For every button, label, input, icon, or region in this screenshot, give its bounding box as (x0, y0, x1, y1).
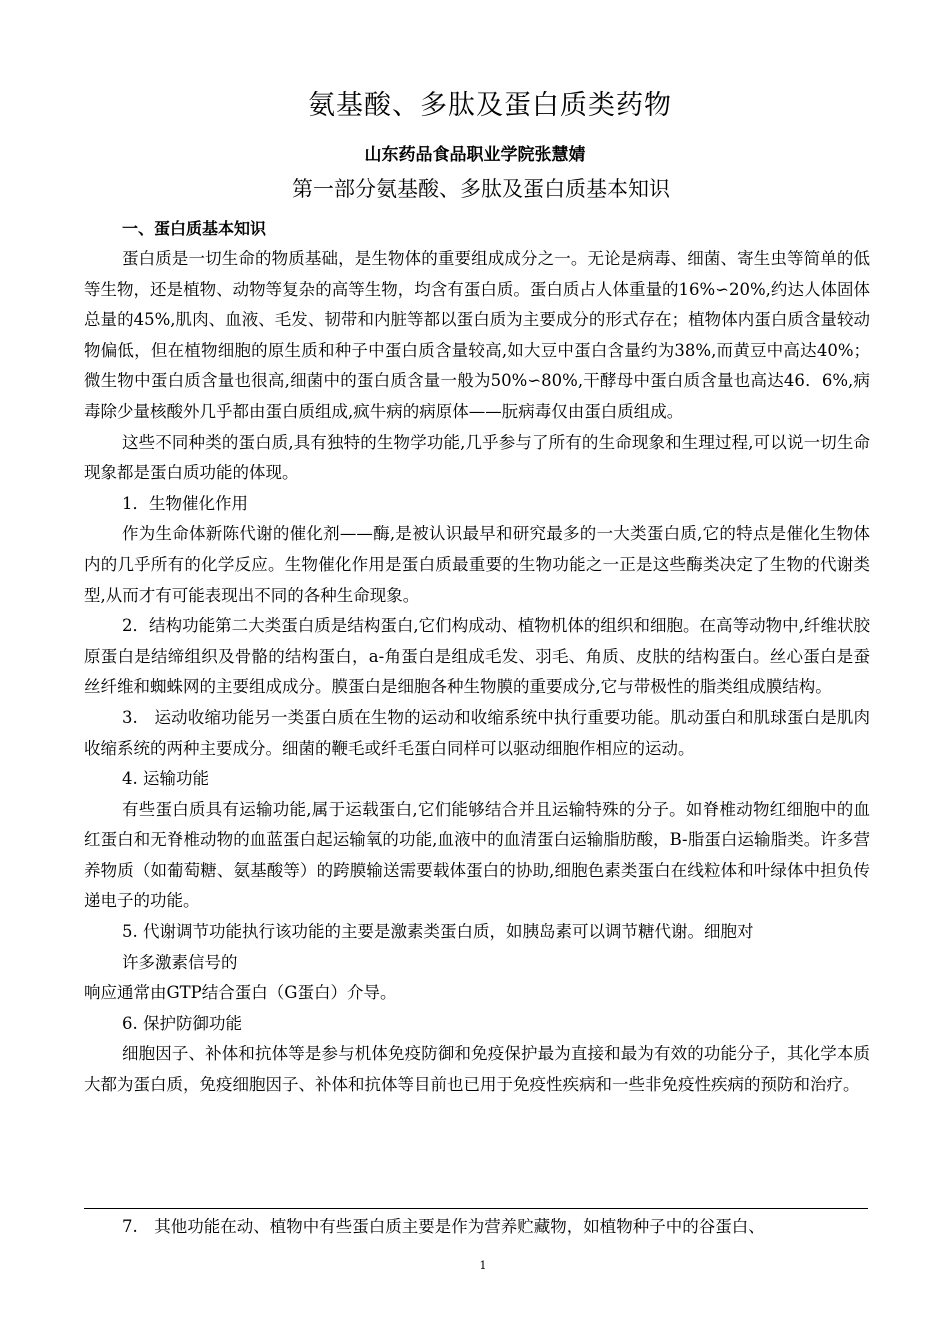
paragraph: 5. 代谢调节功能执行该功能的主要是激素类蛋白质，如胰岛素可以调节糖代谢。细胞对 (122, 922, 754, 942)
paragraph: 2．结构功能第二大类蛋白质是结构蛋白,它们构成动、植物机体的组织和细胞。在高等动物中,纤维状胶原蛋白是结缔组织及骨骼的结构蛋白，a-角蛋白是组成毛发、羽毛、角质、皮肤的结构蛋白。丝心蛋白是蚕丝纤维和蜘蛛网的主要组成成分。膜蛋白是细胞各种生物膜的重要成分,它与带极性的脂类组成膜结构。 (84, 616, 870, 697)
paragraph-continuation: 响应通常由GTP结合蛋白（G蛋白）介导。 (84, 983, 397, 1003)
paragraph-continuation: 许多激素信号的 (122, 952, 238, 972)
paragraph: 有些蛋白质具有运输功能,属于运载蛋白,它们能够结合并且运输特殊的分子。如脊椎动物红细胞中的血红蛋白和无脊椎动物的血蓝蛋白起运输氧的功能,血液中的血清蛋白运输脂肪酸，B-脂蛋白运输脂类。许多营养物质（如葡萄糖、氨基酸等）的跨膜输送需要载体蛋白的协助,细胞色素类蛋白在线粒体和叶绿体中担负传递电子的功能。 (84, 799, 870, 911)
section-heading: 一、蛋白质基本知识 (122, 219, 267, 238)
paragraph: 作为生命体新陈代谢的催化剂——酶,是被认识最早和研究最多的一大类蛋白质,它的特点是催化生物体内的几乎所有的化学反应。生物催化作用是蛋白质最重要的生物功能之一正是这些酶类决定了生物的代谢类型,从而才有可能表现出不同的各种生命现象。 (84, 524, 870, 605)
subheading: 6. 保护防御功能 (122, 1013, 242, 1033)
paragraph: 3. 运动收缩功能另一类蛋白质在生物的运动和收缩系统中执行重要功能。肌动蛋白和肌球蛋白是肌肉收缩系统的两种主要成分。细菌的鞭毛或纤毛蛋白同样可以驱动细胞作相应的运动。 (84, 707, 870, 758)
footnote-divider (84, 1208, 868, 1209)
subheading: 1．生物催化作用 (122, 493, 248, 513)
document-title: 氨基酸、多肽及蛋白质类药物 (308, 90, 672, 121)
subheading: 4. 运输功能 (122, 769, 209, 789)
paragraph: 蛋白质是一切生命的物质基础，是生物体的重要组成成分之一。无论是病毒、细菌、寄生虫等简单的低等生物，还是植物、动物等复杂的高等生物，均含有蛋白质。蛋白质占人体重量的16%∽20%,约达人体固体总量的45%,肌肉、血液、毛发、韧带和内脏等都以蛋白质为主要成分的形式存在；植物体内蛋白质含量较动物偏低，但在植物细胞的原生质和种子中蛋白质含量较高,如大豆中蛋白含量约为38%,而黄豆中高达40%；微生物中蛋白质含量也很高,细菌中的蛋白质含量一般为50%∽80%,干酵母中蛋白质含量也高达46．6%,病毒除少量核酸外几乎都由蛋白质组成,疯牛病的病原体——朊病毒仅由蛋白质组成。 (84, 249, 870, 421)
part-heading: 第一部分氨基酸、多肽及蛋白质基本知识 (292, 177, 670, 201)
page-number: 1 (479, 1259, 487, 1272)
paragraph: 这些不同种类的蛋白质,具有独特的生物学功能,几乎参与了所有的生命现象和生理过程,可以说一切生命现象都是蛋白质功能的体现。 (84, 432, 870, 483)
paragraph: 细胞因子、补体和抗体等是参与机体免疫防御和免疫保护最为直接和最为有效的功能分子，其化学本质大都为蛋白质，免疫细胞因子、补体和抗体等目前也已用于免疫性疾病和一些非免疫性疾病的预防和治疗。 (84, 1044, 870, 1095)
continued-paragraph: 7. 其他功能在动、植物中有些蛋白质主要是作为营养贮藏物，如植物种子中的谷蛋白、 (122, 1217, 765, 1236)
author-line: 山东药品食品职业学院张慧婧 (364, 145, 586, 165)
document-body (84, 244, 870, 1101)
